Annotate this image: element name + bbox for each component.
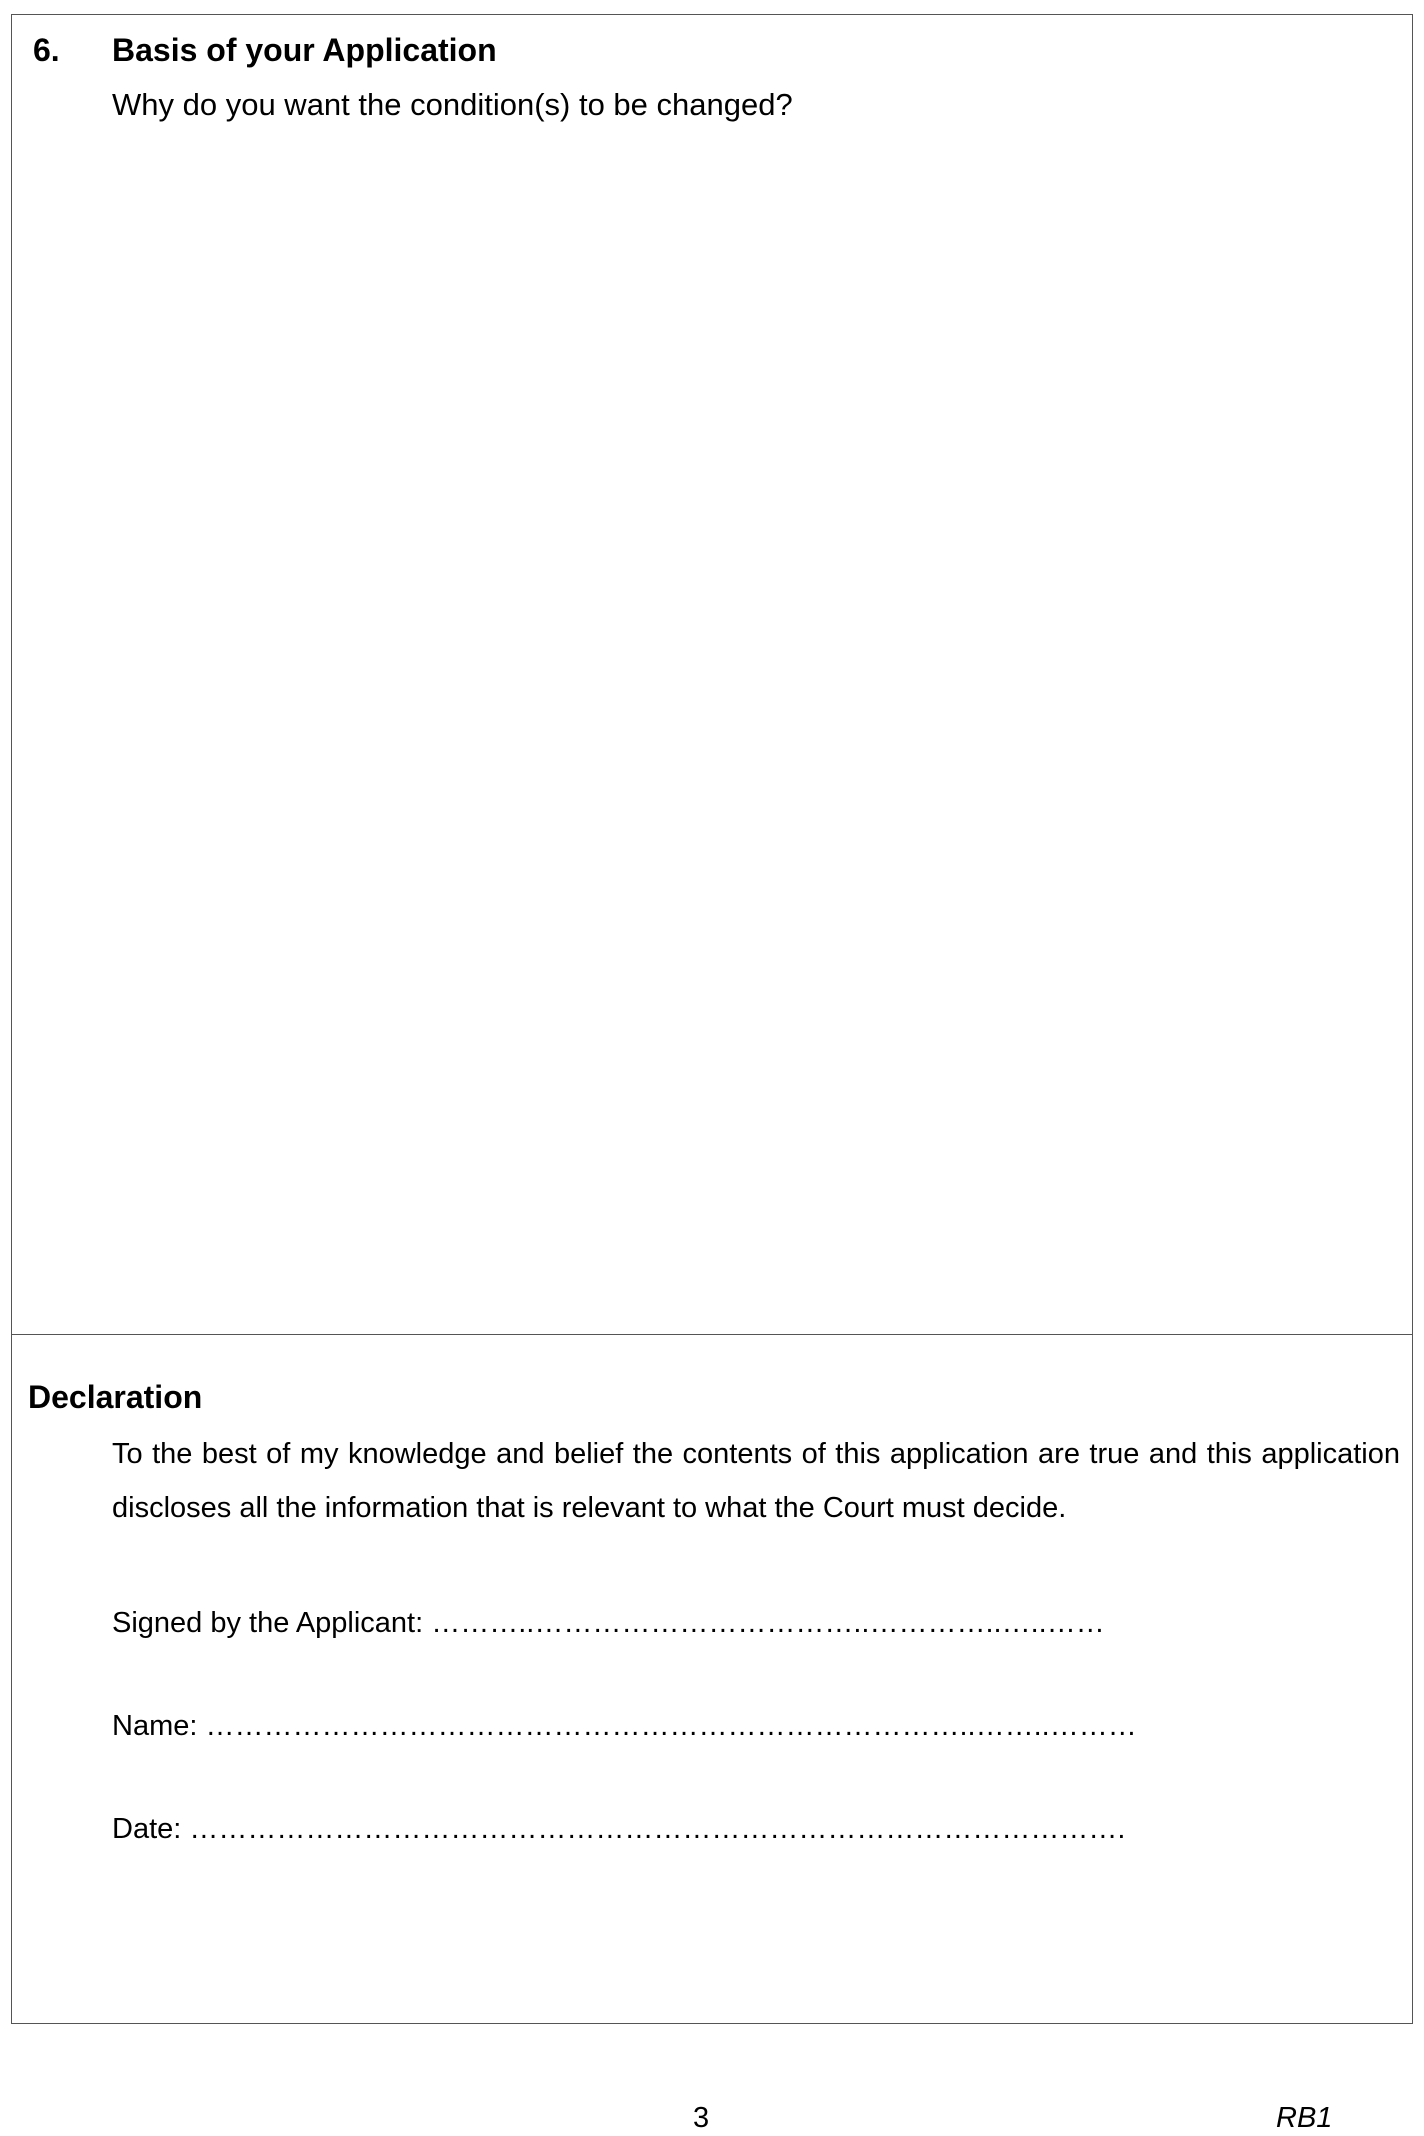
declaration-text: To the best of my knowledge and belief the contents of this application are true and this application discloses all the information that is relevant to what the Court must decide.	[112, 1438, 1400, 1524]
declaration-section	[12, 1335, 1412, 2025]
signature-dotted-line: ………..……………………………..…………..…..……	[431, 1607, 1105, 1639]
date-dotted-line: …………………………………………………………………………………….	[189, 1813, 1126, 1845]
date-label: Date:	[112, 1813, 190, 1845]
form-code: RB1	[1276, 2102, 1333, 2134]
answer-area[interactable]	[112, 145, 1392, 1305]
section-number: 6.	[33, 32, 60, 68]
section-question: Why do you want the condition(s) to be changed?	[112, 87, 793, 122]
name-field[interactable]	[112, 1710, 1137, 1743]
section-title: Basis of your Application	[112, 32, 497, 68]
name-dotted-line: ……………………………………………………………………..……..………	[205, 1710, 1137, 1742]
section-basis-of-application	[12, 15, 1412, 1335]
name-label: Name:	[112, 1710, 206, 1742]
form-box	[11, 14, 1413, 2024]
page-number: 3	[693, 2102, 710, 2134]
signature-field[interactable]	[112, 1607, 1105, 1640]
signature-label: Signed by the Applicant:	[112, 1607, 432, 1639]
declaration-heading: Declaration	[28, 1379, 203, 1415]
date-field[interactable]	[112, 1813, 1125, 1846]
